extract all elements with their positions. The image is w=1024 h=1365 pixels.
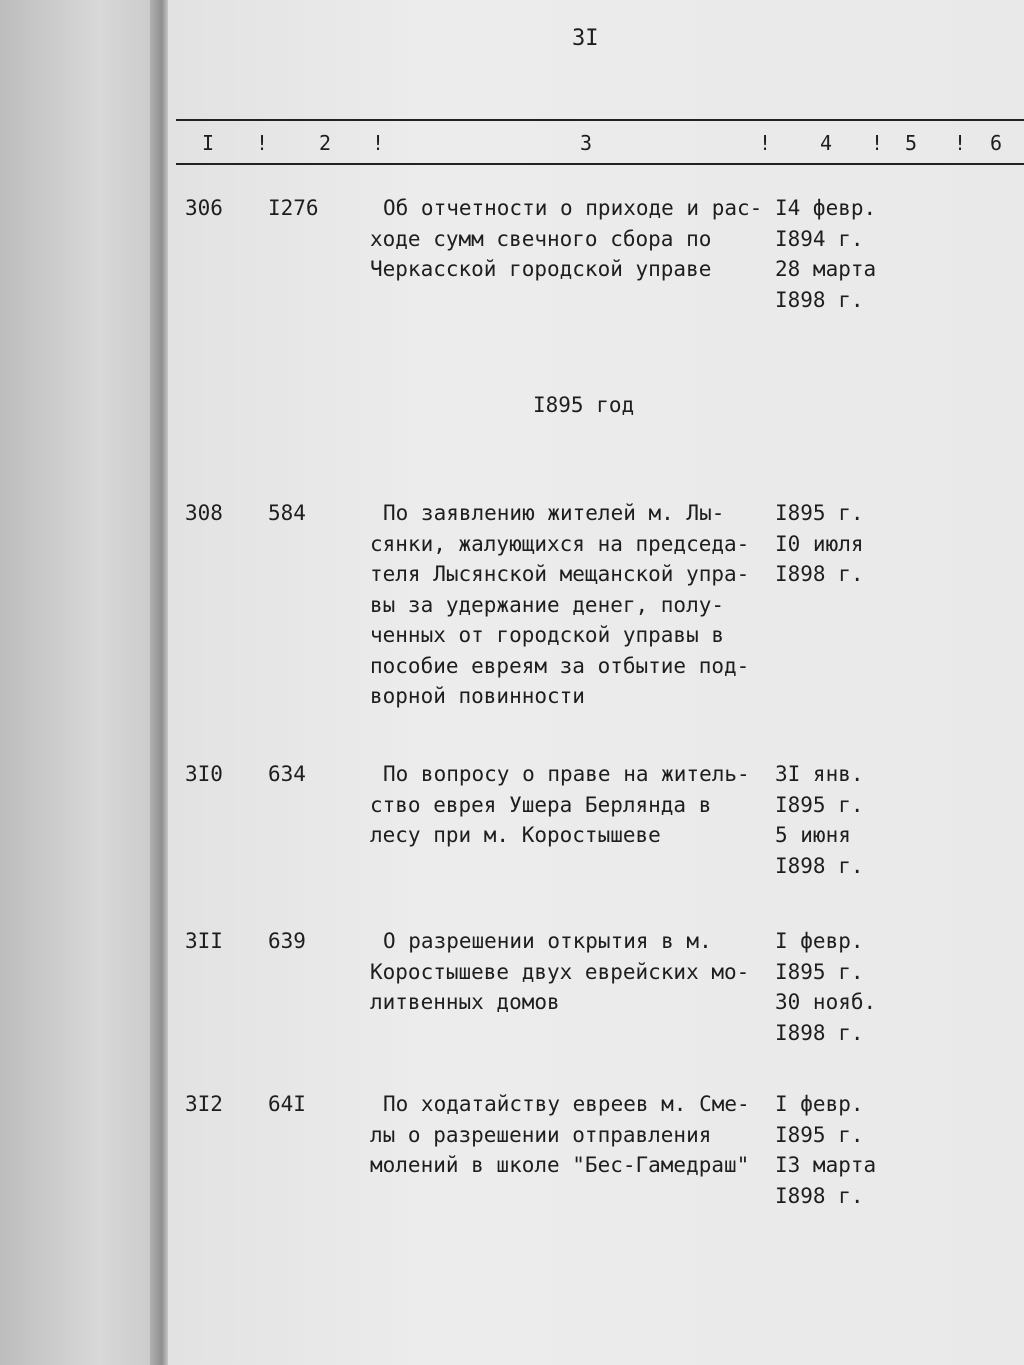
header-col-3: 3 [580, 131, 593, 155]
date-line: I895 г. [775, 1122, 864, 1147]
date-line: I февр. [775, 1092, 864, 1116]
year-heading: I895 год [533, 393, 635, 417]
title-line: ченных от городской управы в [370, 623, 725, 647]
date-line: 5 июня [775, 823, 851, 847]
date-line: I0 июля [775, 531, 864, 556]
title-line: теля Лысянской мещанской упра- [370, 562, 750, 586]
date-line: 28 марта [775, 257, 877, 281]
date-line: I февр. [775, 929, 864, 953]
entry-dates [775, 926, 905, 1048]
header-col-1: I [202, 131, 215, 155]
title-line: сянки, жалующихся на председа- [370, 531, 750, 556]
title-line: ство еврея Ушера Берлянда в [370, 792, 712, 817]
title-line: литвенных домов [370, 990, 560, 1014]
date-line: I898 г. [775, 287, 864, 312]
entry-title [370, 759, 775, 851]
entry-dates [775, 193, 905, 315]
title-line: Об отчетности о приходе и рас- [383, 196, 763, 220]
date-line: I895 г. [775, 959, 864, 984]
header-sep-2: ! [372, 131, 385, 155]
date-line: I895 г. [775, 501, 864, 525]
entry-number: 308 [185, 501, 223, 525]
title-line: По вопросу о праве на житель- [383, 762, 750, 786]
file-number: 639 [268, 929, 306, 953]
title-line: ворной повинности [370, 684, 585, 708]
entry-title [370, 193, 775, 285]
date-line: I3 марта [775, 1153, 877, 1177]
entry-number: 3I2 [185, 1092, 223, 1116]
header-col-6: 6 [990, 131, 1003, 155]
entry-dates [775, 498, 905, 590]
header-sep-4: ! [871, 131, 884, 155]
title-line: молений в школе "Бес-Гамедраш" [370, 1153, 750, 1177]
title-line: лесу при м. Коростышеве [370, 823, 661, 847]
table-header [176, 119, 1024, 165]
page-number: 3I [572, 26, 599, 51]
title-line: ходе сумм свечного сбора по [370, 226, 712, 251]
header-sep-3: ! [759, 131, 772, 155]
title-line: Черкасской городской управе [370, 257, 712, 281]
title-line: О разрешении открытия в м. [383, 929, 712, 953]
date-line: I895 г. [775, 792, 864, 817]
date-line: I4 февр. [775, 196, 877, 220]
file-number: I276 [268, 196, 319, 220]
date-line: 3I янв. [775, 762, 864, 786]
date-line: 30 нояб. [775, 990, 877, 1014]
entry-number: 3II [185, 929, 223, 953]
file-number: 64I [268, 1092, 306, 1116]
entry-number: 306 [185, 196, 223, 220]
entry-number: 3I0 [185, 762, 223, 786]
title-line: По заявлению жителей м. Лы- [383, 501, 725, 525]
entry-title [370, 498, 775, 712]
left-page-margin [0, 0, 167, 1365]
date-line: I898 г. [775, 562, 864, 586]
entry-title [370, 1089, 775, 1181]
title-line: По ходатайству евреев м. Сме- [383, 1092, 750, 1116]
title-line: вы за удержание денег, полу- [370, 592, 725, 617]
date-line: I894 г. [775, 226, 864, 251]
entry-dates [775, 1089, 905, 1211]
header-sep-1: ! [256, 131, 269, 155]
date-line: I898 г. [775, 1183, 864, 1208]
entry-dates [775, 759, 905, 881]
entry-title [370, 926, 775, 1018]
date-line: I898 г. [775, 1020, 864, 1045]
book-gutter [150, 0, 170, 1365]
title-line: лы о разрешении отправления [370, 1122, 712, 1147]
header-col-4: 4 [820, 131, 833, 155]
file-number: 584 [268, 501, 306, 525]
header-sep-5: ! [954, 131, 967, 155]
header-col-5: 5 [905, 131, 918, 155]
title-line: Коростышеве двух еврейских мо- [370, 959, 750, 984]
date-line: I898 г. [775, 853, 864, 878]
title-line: пособие евреям за отбытие под- [370, 653, 750, 678]
file-number: 634 [268, 762, 306, 786]
header-col-2: 2 [319, 131, 332, 155]
